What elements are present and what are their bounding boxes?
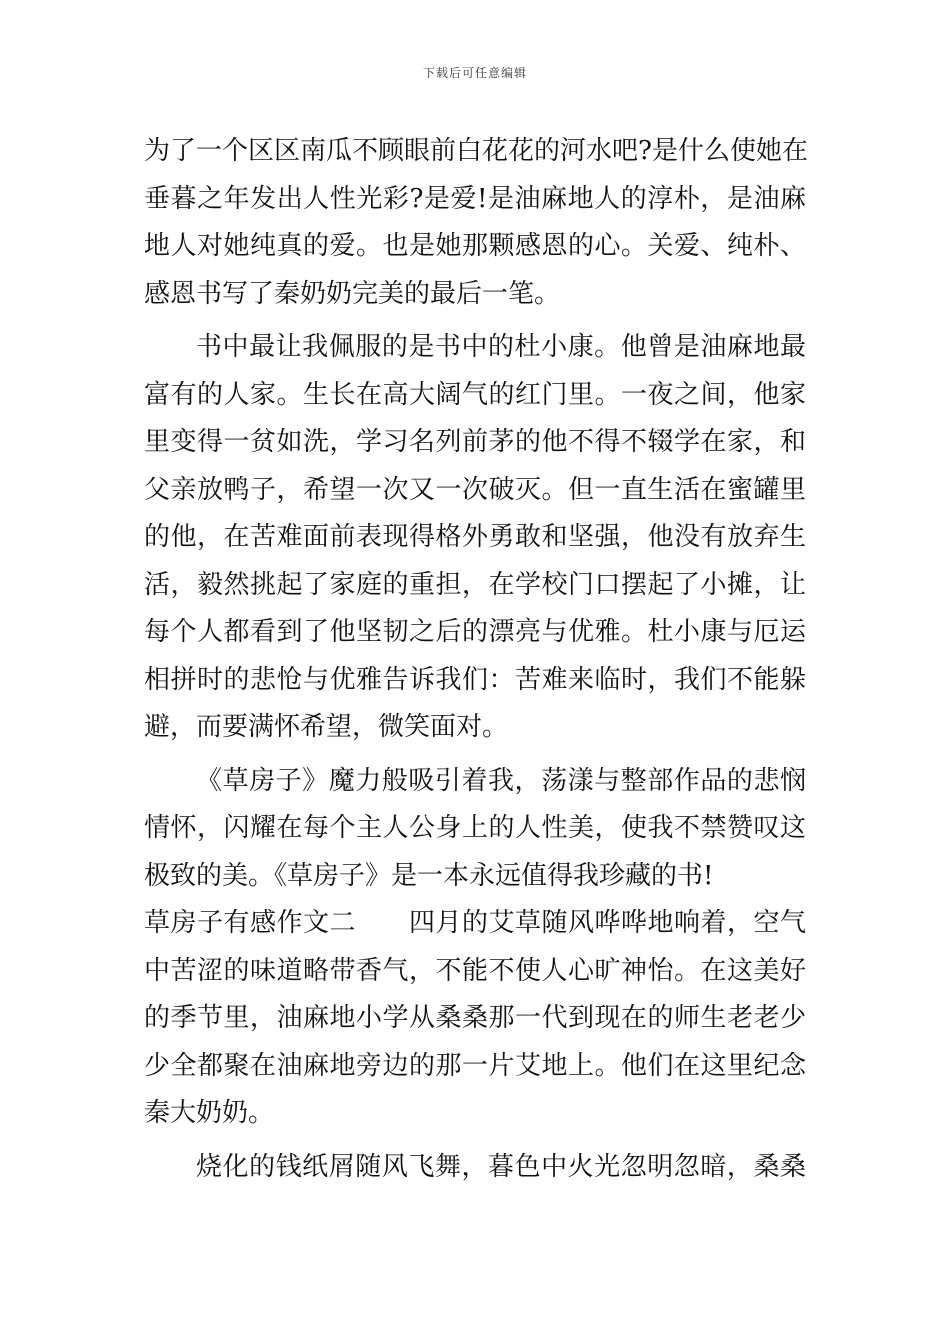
text-line: 垂暮之年发出人性光彩?是爱!是油麻地人的淳朴，是油麻 bbox=[144, 183, 806, 214]
text-line: 地人对她纯真的爱。也是她那颗感恩的心。关爱、纯朴、 bbox=[144, 231, 806, 261]
paragraph-4 bbox=[144, 900, 806, 1138]
text-line: 烧化的钱纸屑随风飞舞，暮色中火光忽明忽暗，桑桑 bbox=[196, 1151, 806, 1182]
text-line: 的他，在苦难面前表现得格外勇敢和坚强，他没有放弃生 bbox=[144, 522, 806, 552]
text-line: 相拼时的悲怆与优雅告诉我们：苦难来临时，我们不能躲 bbox=[144, 664, 806, 695]
text-line: 避，而要满怀希望，微笑面对。 bbox=[144, 712, 509, 742]
text-line: 为了一个区区南瓜不顾眼前白花花的河水吧?是什么使她在 bbox=[144, 136, 808, 166]
page-header: 下载后可任意编辑 bbox=[422, 66, 527, 80]
paragraph-3 bbox=[144, 758, 806, 901]
text-line: 《草房子》魔力般吸引着我，荡漾与整部作品的悲悯 bbox=[196, 765, 806, 796]
document-body bbox=[144, 128, 806, 1191]
text-line: 极致的美。《草房子》是一本永远值得我珍藏的书! bbox=[144, 860, 714, 891]
text-line: 父亲放鸭子，希望一次又一次破灭。但一直生活在蜜罐里 bbox=[144, 474, 806, 505]
paragraph-2 bbox=[144, 324, 806, 752]
text-line: 每个人都看到了他坚韧之后的漂亮与优雅。杜小康与厄运 bbox=[144, 617, 806, 647]
text-line: 中苦涩的味道略带香气，不能不使人心旷神怡。在这美好 bbox=[144, 955, 806, 986]
text-line: 秦大奶奶。 bbox=[144, 1098, 275, 1128]
text-line: 里变得一贫如洗，学习名列前茅的他不得不辍学在家，和 bbox=[144, 427, 806, 457]
text-line: 的季节里，油麻地小学从桑桑那一代到现在的师生老老少 bbox=[144, 1003, 806, 1033]
text-line: 活，毅然挑起了家庭的重担，在学校门口摆起了小摊，让 bbox=[144, 569, 806, 600]
text-line: 情怀，闪耀在每个主人公身上的人性美，使我不禁赞叹这 bbox=[144, 813, 806, 843]
text-line: 富有的人家。生长在高大阔气的红门里。一夜之间，他家 bbox=[144, 379, 806, 410]
paragraph-1 bbox=[144, 128, 806, 318]
paragraph-5 bbox=[144, 1144, 806, 1192]
text-line: 感恩书写了秦奶奶完美的最后一笔。 bbox=[144, 278, 561, 309]
text-line: 草房子有感作文二 四月的艾草随风哗哗地响着，空气 bbox=[144, 908, 806, 938]
text-line: 书中最让我佩服的是书中的杜小康。他曾是油麻地最 bbox=[196, 332, 806, 362]
text-line: 少全都聚在油麻地旁边的那一片艾地上。他们在这里纪念 bbox=[144, 1050, 806, 1081]
